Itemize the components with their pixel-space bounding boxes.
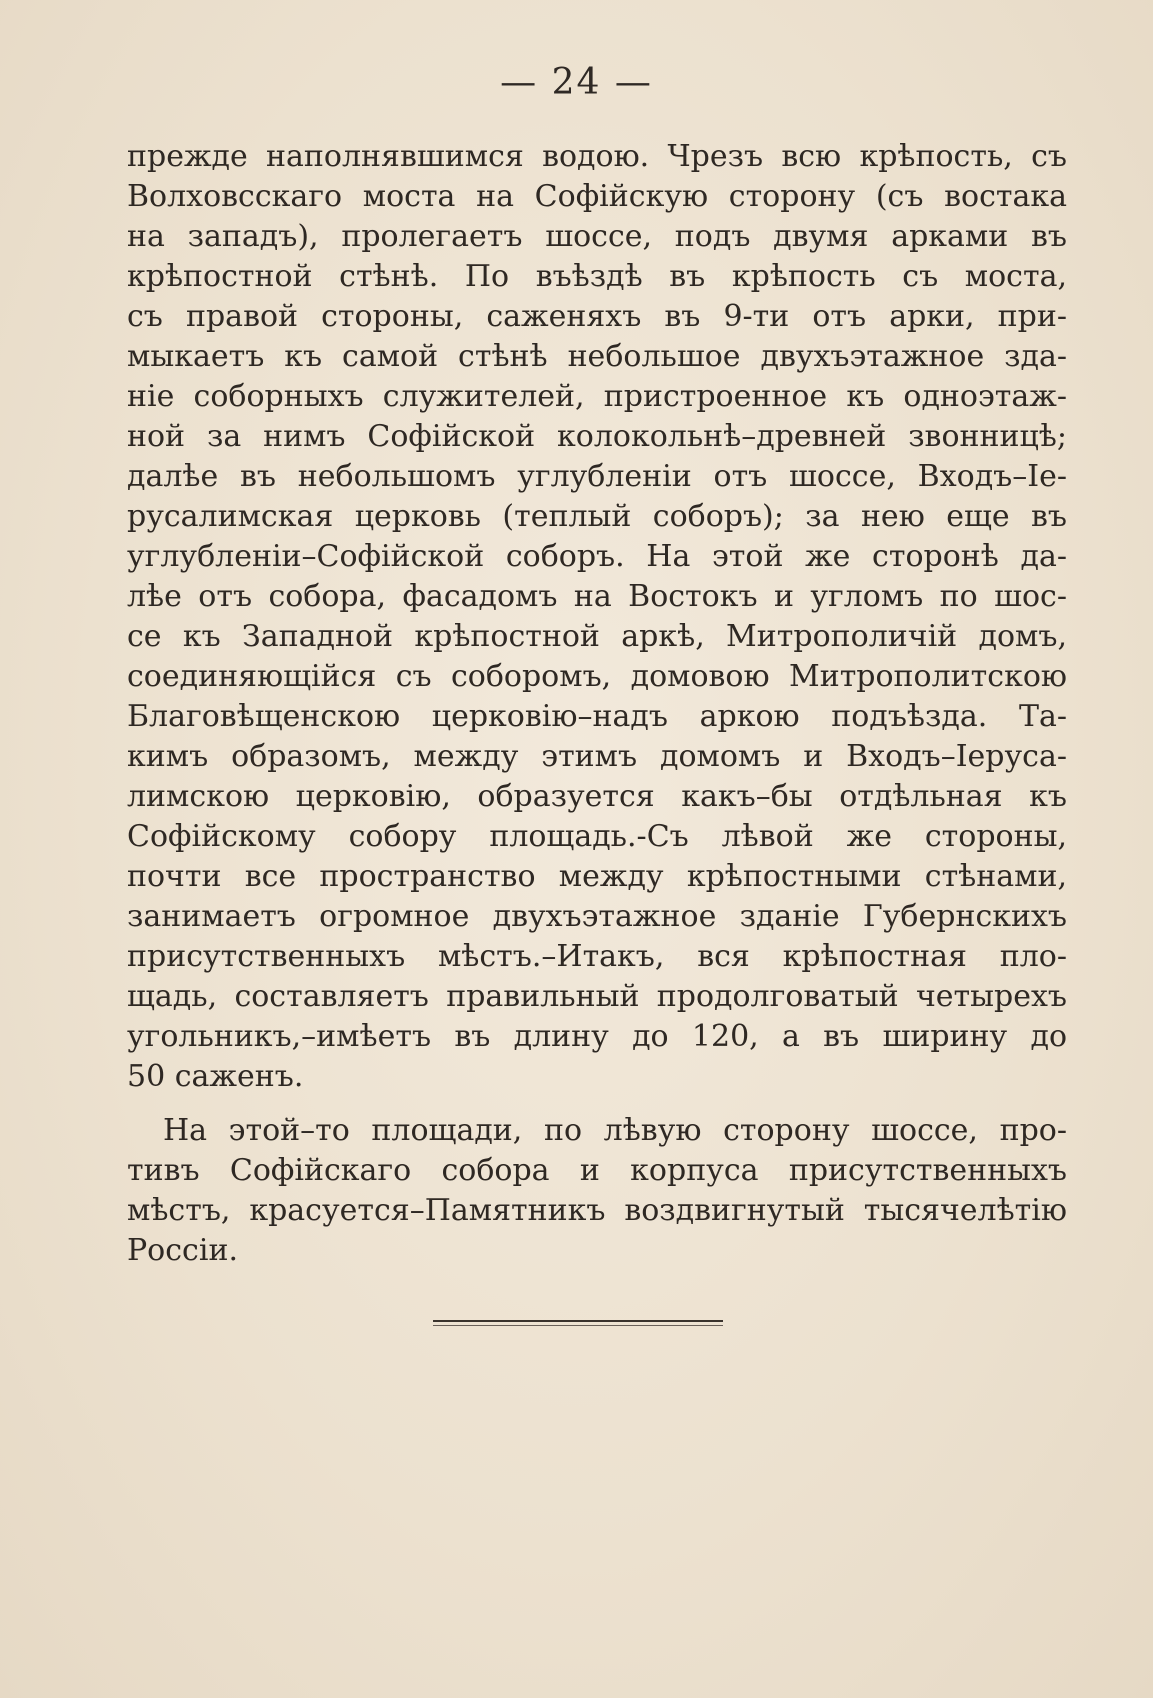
text-line: ной за нимъ Софійской колокольнѣ–древней звонницѣ; <box>127 419 1067 454</box>
text-line: кимъ образомъ, между этимъ домомъ и Входъ–Іеруса- <box>127 739 1067 774</box>
text-line: щадь, составляетъ правильный продолговатый четырехъ <box>127 979 1067 1014</box>
text-line: русалимская церковь (теплый соборъ); за нею еще въ <box>127 499 1067 534</box>
text-line: на западъ), пролегаетъ шоссе, подъ двумя арками въ <box>127 219 1067 254</box>
text-line: Россіи. <box>127 1233 238 1268</box>
text-line: ніе соборныхъ служителей, пристроенное къ одноэтаж- <box>127 379 1067 414</box>
text-line: лимскою церковію, образуется какъ–бы отдѣльная къ <box>127 779 1067 814</box>
text-line: присутственныхъ мѣстъ.–Итакъ, вся крѣпостная пло- <box>127 939 1067 974</box>
text-line: почти все пространство между крѣпостными стѣнами, <box>127 859 1067 894</box>
text-line: На этой–то площади, по лѣвую сторону шоссе, про- <box>163 1113 1067 1148</box>
text-line: мѣстъ, красуется–Памятникъ воздвигнутый тысячелѣтію <box>127 1193 1067 1228</box>
section-rule <box>433 1320 723 1322</box>
text-line: соединяющійся съ соборомъ, домовою Митрополитскою <box>127 659 1067 694</box>
text-line: крѣпостной стѣнѣ. По въѣздѣ въ крѣпость съ моста, <box>127 259 1067 294</box>
paragraph <box>127 1111 1067 1271</box>
text-line: съ правой стороны, саженяхъ въ 9-ти отъ арки, при- <box>127 299 1067 334</box>
text-line: прежде наполнявшимся водою. Чрезъ всю крѣпость, съ <box>127 139 1067 174</box>
text-line: мыкаетъ къ самой стѣнѣ небольшое двухъэтажное зда- <box>127 339 1067 374</box>
text-line: 50 саженъ. <box>127 1059 304 1094</box>
text-line: занимаетъ огромное двухъэтажное зданіе Губернскихъ <box>127 899 1067 934</box>
text-line: угольникъ,–имѣетъ въ длину до 120, а въ ширину до <box>127 1019 1067 1054</box>
text-line: Благовѣщенскою церковію–надъ аркою подъѣзда. Та- <box>127 699 1067 734</box>
text-line: тивъ Софійскаго собора и корпуса присутственныхъ <box>127 1153 1067 1188</box>
text-line: Волховсскаго моста на Софійскую сторону (съ востака <box>127 179 1067 214</box>
text-line: Софійскому собору площадь.-Съ лѣвой же стороны, <box>127 819 1067 854</box>
paragraph <box>127 137 1067 1097</box>
text-line: углубленіи–Софійской соборъ. На этой же сторонѣ да- <box>127 539 1067 574</box>
text-line: далѣе въ небольшомъ углубленіи отъ шоссе, Входъ–Іе- <box>127 459 1067 494</box>
text-line: лѣе отъ собора, фасадомъ на Востокъ и угломъ по шос- <box>127 579 1067 614</box>
paragraph-gap <box>127 1097 1067 1111</box>
page-number: — 24 — <box>500 62 653 103</box>
text-line: се къ Западной крѣпостной аркѣ, Митрополичій домъ, <box>127 619 1067 654</box>
body-text <box>127 137 1067 1271</box>
